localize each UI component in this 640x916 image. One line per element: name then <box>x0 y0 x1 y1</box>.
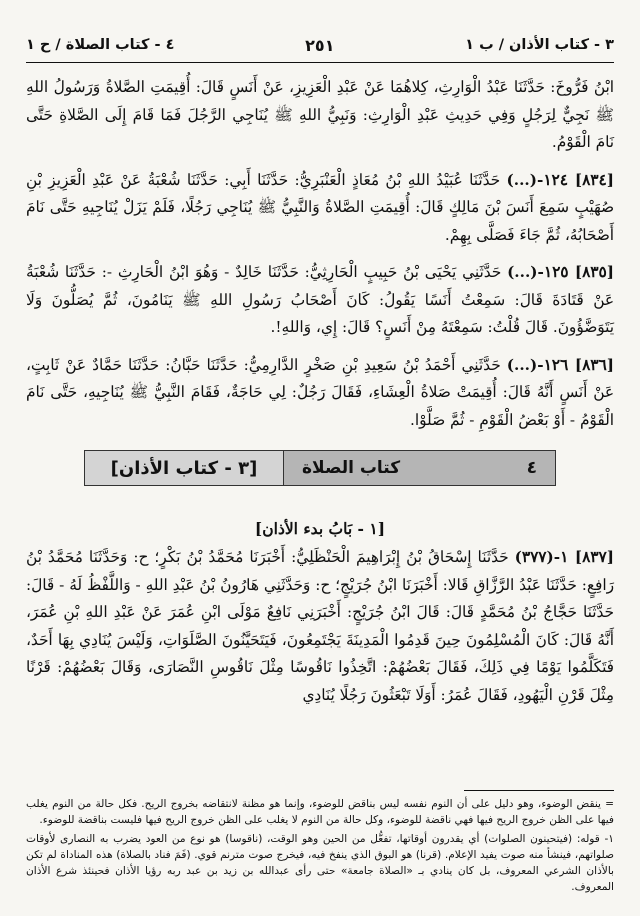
band-book-title: [٣ - كتاب الأذان] <box>110 457 258 479</box>
footnote-continued: = ينقض الوضوء، وهو دليل على أن النوم نفسه ليس بناقض للوضوء، وإنما هو مظنة لانتقاضه بخروج الريح. فكل حالة من النوم يغلب فيها على الظن خروج الريح فيها فهي ناقضة للوضوء، وكل حالة من النوم لا يغلب على الظن خروج الريح فيها فليست بناقضة للوضوء. <box>26 798 614 826</box>
hadith-continuation <box>26 74 614 157</box>
band-book-number: ٤ <box>526 458 537 478</box>
hadith-number: [٨٣٤] ١٢٤-(...) <box>506 170 614 189</box>
header-left-title: ٤ - كتاب الصلاة / ح ١ <box>26 37 175 53</box>
section-band <box>84 450 556 486</box>
running-header <box>26 30 614 60</box>
band-book-title-box <box>84 450 283 486</box>
hadith-text: حَدَّثَنَا إِسْحَاقُ بْنُ إِبْرَاهِيمَ الْحَنْظَلِيُّ: أَخْبَرَنَا مُحَمَّدُ بْنُ بَكْرٍ؛ ح: وَحَدَّثَنَا مُحَمَّدُ بْنُ رَافِعٍ: حَدَّثَنَا عَبْدُ الرَّزَّاقِ قَالا: أَخْبَرَنَا ابْنُ جُرَيْجٍ؛ ح: وَحَدَّثَنِي هَارُونُ بْنُ عَبْدِ اللهِ - وَاللَّفْظُ لَهُ - قَالَ: حَدَّثَنَا حَجَّاجُ بْنُ مُحَمَّدٍ قَالَ: قَالَ ابْنُ جُرَيْجٍ: أَخْبَرَنِي نَافِعٌ مَوْلَى ابْنِ عُمَرَ عَنْ عَبْدِ اللهِ بْنِ عُمَرَ، أَنَّهُ قَالَ: كَانَ الْمُسْلِمُونَ حِينَ قَدِمُوا الْمَدِينَةَ يَجْتَمِعُونَ، فَيَتَحَيَّنُونَ الصَّلَوَاتِ، وَلَيْسَ يُنَادِي بِهَا أَحَدٌ، فَتَكَلَّمُوا يَوْمًا فِي ذَلِكَ، فَقَالَ بَعْضُهُمْ: اتَّخِذُوا نَاقُوسًا مِثْلَ نَاقُوسِ النَّصَارَى، وَقَالَ بَعْضُهُمْ: قَرْنًا مِثْلَ قَرْنِ الْيَهُودِ، فَقَالَ عُمَرُ: أَوَلَا تَبْعَثُونَ رَجُلًا يُنَادِي <box>26 548 614 704</box>
hadith-835 <box>26 259 614 342</box>
book-page <box>26 0 614 916</box>
hadith-837 <box>26 544 614 709</box>
hadith-block-bottom <box>26 544 614 709</box>
hadith-834 <box>26 167 614 250</box>
hadith-block-top <box>26 74 614 434</box>
band-parent-book <box>283 450 556 486</box>
footnote-divider <box>464 790 614 791</box>
hadith-text: حَدَّثَنِي يَحْيَى بْنُ حَبِيبٍ الْحَارِثِيُّ: حَدَّثَنَا خَالِدٌ - وَهُوَ ابْنُ الْحَارِثِ -: حَدَّثَنَا شُعْبَةُ عَنْ قَتَادَةَ قَالَ: سَمِعْتُ أَنَسًا يَقُولُ: كَانَ أَصْحَابُ رَسُولِ اللهِ ﷺ يَنَامُونَ، ثُمَّ يُصَلُّونَ وَلَا يَتَوَضَّؤُونَ. قَالَ قُلْتُ: سَمِعْتَهُ مِنْ أَنَسٍ؟ قَالَ: إِي، وَاللهِ!. <box>26 263 614 336</box>
header-right-title: ٣ - كتاب الأذان / ب ١ <box>465 37 614 53</box>
hadith-text: حَدَّثَنَا عُبَيْدُ اللهِ بْنُ مُعَاذٍ الْعَنْبَرِيُّ: حَدَّثَنَا أَبِي: حَدَّثَنَا شُعْبَةُ عَنْ عَبْدِ الْعَزِيزِ بْنِ صُهَيْبٍ سَمِعَ أَنَسَ بْنَ مَالِكٍ قَالَ: أُقِيمَتِ الصَّلاةُ وَالنَّبِيُّ ﷺ يُنَاجِي رَجُلًا، فَلَمْ يَزَلْ يُنَاجِيهِ حَتَّى نَامَ أَصْحَابُهُ، ثُمَّ جَاءَ فَصَلَّى بِهِمْ. <box>26 170 614 244</box>
header-divider <box>26 62 614 63</box>
hadith-text: حَدَّثَنِي أَحْمَدُ بْنُ سَعِيدِ بْنِ صَخْرٍ الدَّارِمِيُّ: حَدَّثَنَا حَبَّانُ: حَدَّثَنَا حَمَّادٌ عَنْ ثَابِتٍ، عَنْ أَنَسٍ أَنَّهُ قَالَ: أُقِيمَتْ صَلاةُ الْعِشَاءِ، فَقَالَ رَجُلٌ: لِي حَاجَةٌ، فَقَامَ النَّبِيُّ ﷺ يُنَاجِيهِ، حَتَّى نَامَ الْقَوْمُ - أَوْ بَعْضُ الْقَوْمِ - ثُمَّ صَلَّوْا. <box>26 355 614 429</box>
hadith-text: ابْنُ فَرُّوخَ: حَدَّثَنَا عَبْدُ الْوَارِثِ، كِلاهُمَا عَنْ عَبْدِ الْعَزِيزِ، عَنْ أَنَسٍ قَالَ: أُقِيمَتِ الصَّلاةُ وَرَسُولُ اللهِ ﷺ نَجِيٌّ لِرَجُلٍ وَفِي حَدِيثِ عَبْدِ الْوَارِثِ: وَنَبِيُّ اللهِ ﷺ يُنَاجِي الرَّجُلَ فَمَا قَامَ إِلَى الصَّلاةِ حَتَّى نَامَ الْقَوْمُ. <box>26 78 614 151</box>
chapter-heading: [١ - بَابُ بدء الأذان] <box>254 519 386 538</box>
hadith-number: [٨٣٦] ١٢٦-(...) <box>506 355 614 374</box>
footnote-1: ١- قوله: (فيتحينون الصلوات) أي يقدرون أوقاتها، تفعُّل من الحين وهو الوقت، (ناقوسا) هو نوع من العود يضرب به النصارى لأوقات صلواتهم، فينشأ منه صوت يفيد الإعلام. (قرنا) هو البوق الذي ينفخ فيه، فيخرج صوت مترنم قوي. (فَمَ فناد بالصلاة) هذه المناداة لم تكن بالأذان الشرعي المعروف، بل كان ينادي بـ «الصلاة جامعة» حتى رأى عبدالله بن زيد بن عبد ربه رؤيا الأذان فحينئذ شرع الأذان المعروف. <box>26 833 614 893</box>
hadith-number: [٨٣٧] ١-(٣٧٧) <box>514 548 614 566</box>
hadith-836 <box>26 352 614 435</box>
hadith-number: [٨٣٥] ١٢٥-(...) <box>507 263 614 281</box>
footnotes <box>26 796 614 895</box>
band-parent-title: كتاب الصلاة <box>302 458 401 478</box>
page-number: ٢٥١ <box>305 35 335 55</box>
